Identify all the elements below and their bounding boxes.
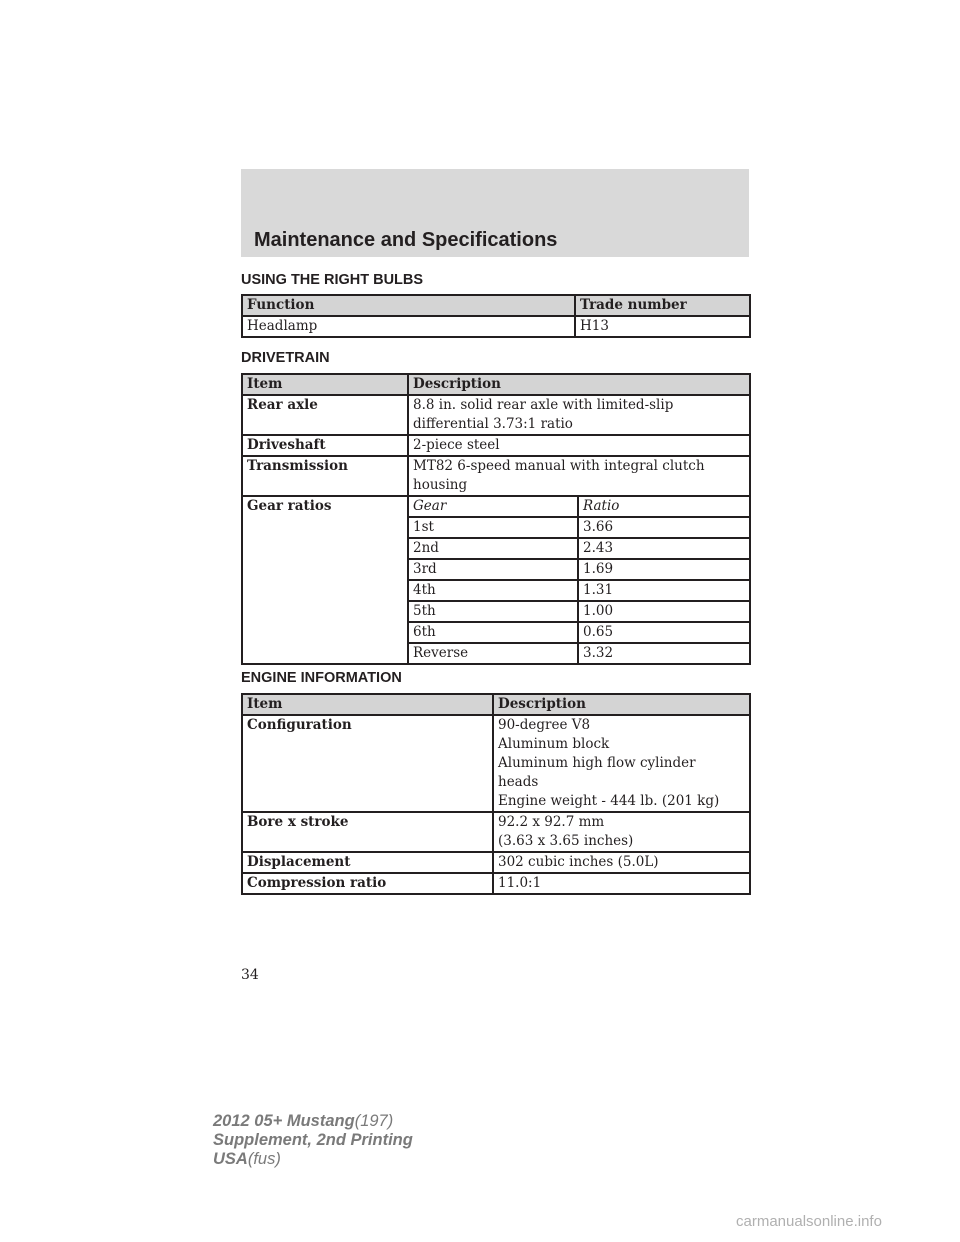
description-line: heads [498, 774, 539, 790]
column-header: Description [493, 694, 750, 715]
watermark: carmanualsonline.info [736, 1213, 882, 1230]
ratio-cell: 1.00 [578, 601, 750, 622]
ratio-cell: 0.65 [578, 622, 750, 643]
empty-cell [242, 517, 408, 538]
footer-code: (fus) [247, 1150, 281, 1168]
column-header: Description [408, 374, 750, 395]
description-line: 8.8 in. solid rear axle with limited-slip [413, 397, 674, 413]
gear-cell: 1st [408, 517, 578, 538]
empty-cell [242, 538, 408, 559]
description-line: Aluminum high flow cylinder [498, 755, 696, 771]
footer-line [213, 1112, 413, 1131]
description-line: 90-degree V8 [498, 717, 591, 733]
item-cell: Bore x stroke [242, 812, 493, 852]
empty-cell [242, 622, 408, 643]
table-row [242, 435, 750, 456]
section-title: Maintenance and Specifications [254, 229, 558, 251]
footer-line [213, 1150, 413, 1169]
gear-cell: 3rd [408, 559, 578, 580]
description-cell [408, 456, 750, 496]
description-cell [493, 715, 750, 812]
column-header: Function [242, 295, 575, 316]
description-cell: 2-piece steel [408, 435, 750, 456]
description-line: differential 3.73:1 ratio [413, 416, 573, 432]
description-cell: 302 cubic inches (5.0L) [493, 852, 750, 873]
empty-cell [242, 601, 408, 622]
footer-model: 2012 05+ Mustang [213, 1112, 355, 1130]
description-line: MT82 6-speed manual with integral clutch [413, 458, 705, 474]
description-cell: 11.0:1 [493, 873, 750, 894]
table-header-row [242, 295, 750, 316]
gear-row [242, 559, 750, 580]
description-cell [493, 812, 750, 852]
empty-cell [242, 559, 408, 580]
footer-market: USA [213, 1150, 248, 1168]
table-cell: H13 [575, 316, 750, 337]
column-header: Item [242, 374, 408, 395]
gear-row [242, 538, 750, 559]
bulbs-table [241, 294, 751, 338]
item-cell: Driveshaft [242, 435, 408, 456]
table-row [242, 316, 750, 337]
gear-cell: 2nd [408, 538, 578, 559]
ratio-cell: 1.31 [578, 580, 750, 601]
table-row [242, 456, 750, 496]
item-cell: Gear ratios [242, 496, 408, 517]
item-cell: Configuration [242, 715, 493, 812]
empty-cell [242, 580, 408, 601]
column-header: Item [242, 694, 493, 715]
subheader-cell: Gear [408, 496, 578, 517]
footer-line: Supplement, 2nd Printing [213, 1131, 413, 1149]
footer-code: (197) [354, 1112, 394, 1130]
table-row [242, 715, 750, 812]
ratio-cell: 1.69 [578, 559, 750, 580]
gear-row [242, 601, 750, 622]
engine-heading: ENGINE INFORMATION [241, 670, 402, 686]
ratio-cell: 2.43 [578, 538, 750, 559]
description-line: 92.2 x 92.7 mm [498, 814, 605, 830]
table-row [242, 873, 750, 894]
gear-row [242, 580, 750, 601]
column-header: Trade number [575, 295, 750, 316]
description-cell [408, 395, 750, 435]
gear-cell: Reverse [408, 643, 578, 664]
description-line: housing [413, 477, 468, 493]
description-line: Aluminum block [498, 736, 610, 752]
table-header-row [242, 374, 750, 395]
drivetrain-heading: DRIVETRAIN [241, 350, 330, 366]
gear-cell: 5th [408, 601, 578, 622]
item-cell: Rear axle [242, 395, 408, 435]
gear-row [242, 622, 750, 643]
gear-cell: 6th [408, 622, 578, 643]
item-cell: Compression ratio [242, 873, 493, 894]
page-number: 34 [241, 967, 259, 983]
table-cell: Headlamp [242, 316, 575, 337]
gear-row [242, 517, 750, 538]
table-row [242, 395, 750, 435]
table-header-row [242, 694, 750, 715]
ratio-cell: 3.66 [578, 517, 750, 538]
gear-row [242, 643, 750, 664]
description-line: (3.63 x 3.65 inches) [498, 833, 634, 849]
table-row [242, 852, 750, 873]
table-row [242, 812, 750, 852]
table-row [242, 496, 750, 517]
item-cell: Transmission [242, 456, 408, 496]
subheader-cell: Ratio [578, 496, 750, 517]
drivetrain-table [241, 373, 751, 665]
item-cell: Displacement [242, 852, 493, 873]
document-footer [213, 1112, 413, 1169]
empty-cell [242, 643, 408, 664]
description-line: Engine weight - 444 lb. (201 kg) [498, 793, 720, 809]
engine-table [241, 693, 751, 895]
bulbs-heading: USING THE RIGHT BULBS [241, 272, 424, 288]
ratio-cell: 3.32 [578, 643, 750, 664]
gear-cell: 4th [408, 580, 578, 601]
